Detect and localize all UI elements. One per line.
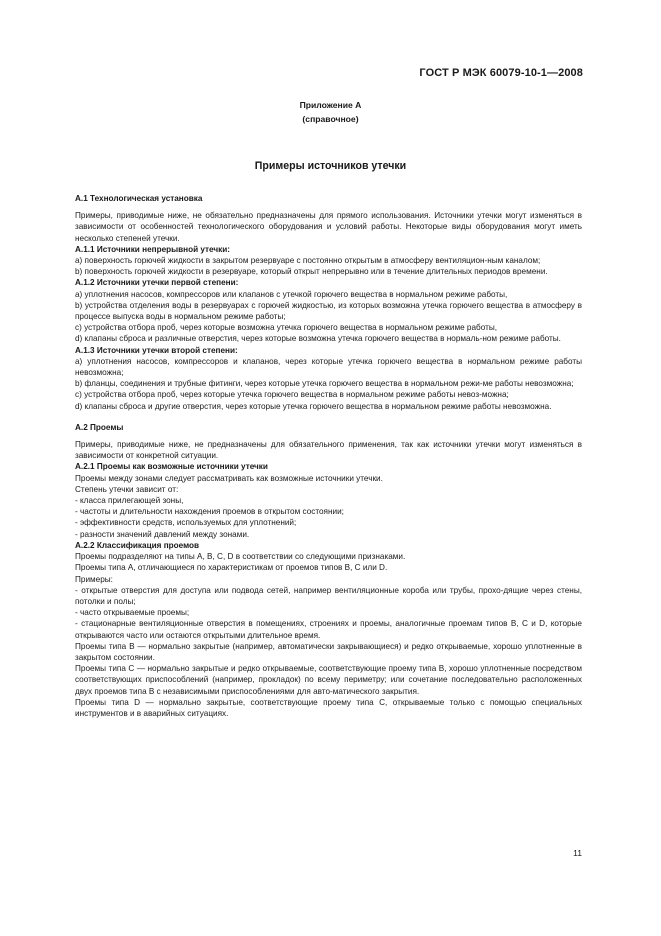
page-title: Примеры источников утечки: [254, 160, 407, 172]
list-item: с) устройства отбора проб, через которые утечка горючего вещества в нормальном режиме работы невоз-можна;: [75, 390, 509, 400]
paragraph: Проемы типа D — нормально закрытые, соответствующие проему типа С, открываемые только с помощью специальных инструментов и в аварийных ситуациях.: [75, 697, 582, 718]
subsection-heading-a13: А.1.3 Источники утечки второй степени:: [75, 345, 238, 355]
list-item: - разности значений давлений между зонами.: [75, 529, 250, 539]
paragraph: Примеры, приводимые ниже, не обязательно предназначены для прямого использования. Источники утечки могут изменяться в зависимости от особенностей технологического оборудования и условий работы. Некоторые виды оборудования могут иметь несколько степеней утечки.: [75, 211, 582, 243]
section-heading-a1: А.1 Технологическая установка: [75, 194, 203, 203]
subsection-heading-a21: А.2.1 Проемы как возможные источники утечки: [75, 462, 268, 472]
paragraph: Проемы типа С — нормально закрытые и редко открываемые, соответствующие проему типа В, хорошо уплотненные посредством соответствующих приспособлений (например, прокладок) по всему периметру; или сочетание последовательно расположенных двух проемов типа В с независимыми приспособлениями для авто-матического закрытия.: [75, 664, 582, 696]
paragraph: Проемы типа В — нормально закрытые (например, автоматически закрывающиеся) и редко открываемые, хорошо уплотненные в закрытом состоянии.: [75, 641, 582, 662]
document-header: ГОСТ Р МЭК 60079-10-1—2008: [419, 67, 583, 79]
list-item: b) фланцы, соединения и трубные фитинги, через которые утечка горючего вещества в нормальном режи-ме работы невозможна;: [75, 379, 574, 389]
annex-block: [0, 98, 661, 126]
subsection-heading-a22: А.2.2 Классификация проемов: [75, 540, 200, 550]
section-heading-a2: А.2 Проемы: [75, 422, 124, 432]
list-item: - эффективности средств, используемых для уплотнений;: [75, 518, 297, 528]
paragraph: Проемы типа А, отличающиеся по характеристикам от проемов типов В, С или D.: [75, 563, 388, 573]
paragraph: Проемы между зонами следует рассматривать как возможные источники утечки.: [75, 473, 383, 483]
list-item: d) клапаны сброса и другие отверстия, через которые утечка горючего вещества в нормальном режиме работы невозможна.: [75, 401, 552, 411]
list-item: b) устройства отделения воды в резервуарах с горючей жидкостью, из которых возможна утечка горючего вещества в атмосферу в процессе выпуска воды в нормальном режиме работы;: [75, 300, 582, 322]
list-item: - класса прилегающей зоны,: [75, 496, 184, 506]
page-number: 11: [573, 848, 582, 858]
list-item: с) устройства отбора проб, через которые возможна утечка горючего вещества в нормальном режиме работы,: [75, 323, 497, 333]
annex-type: (справочное): [302, 114, 359, 124]
subsection-heading-a12: А.1.2 Источники утечки первой степени:: [75, 278, 239, 288]
annex-label: Приложение А: [299, 100, 362, 110]
paragraph: Степень утечки зависит от:: [75, 484, 179, 494]
list-item: b) поверхность горючей жидкости в резервуаре, который открыт непрерывно или в течение длительных периодов времени.: [75, 267, 548, 277]
list-item: - частоты и длительности нахождения проемов в открытом состоянии;: [75, 507, 344, 517]
list-item: - открытые отверстия для доступа или подвода сетей, например вентиляционные короба или трубы, прохо-дящие через стены, потолки и полы;: [75, 585, 582, 606]
paragraph: Проемы подразделяют на типы А, В, С, D в соответствии со следующими признаками.: [75, 552, 406, 562]
list-item: - стационарные вентиляционные отверстия в помещениях, строениях и проемы, аналогичные проемам типов В, С и D, которые открываются часто или остаются открытыми длительное время.: [75, 619, 582, 640]
paragraph: Примеры:: [75, 574, 113, 584]
list-item: а) уплотнения насосов, компрессоров и клапанов, через которые утечка горючего вещества в нормальном режиме работы невозможна;: [75, 356, 582, 378]
list-item: а) уплотнения насосов, компрессоров или клапанов с утечкой горючего вещества в нормальном режиме работы,: [75, 289, 508, 299]
list-item: d) клапаны сброса и различные отверстия, через которые возможна утечка горючего вещества в нормаль-ном режиме работы.: [75, 334, 561, 344]
list-item: а) поверхность горючей жидкости в закрытом резервуаре с постоянно открытым в атмосферу вентиляцион-ным каналом;: [75, 256, 541, 266]
list-item: - часто открываемые проемы;: [75, 608, 190, 618]
paragraph: Примеры, приводимые ниже, не предназначены для обязательного применения, так как источники утечки могут изменяться в зависимости от конкретной ситуации.: [75, 440, 582, 461]
document-body: [75, 193, 582, 719]
subsection-heading-a11: А.1.1 Источники непрерывной утечки:: [75, 244, 231, 254]
